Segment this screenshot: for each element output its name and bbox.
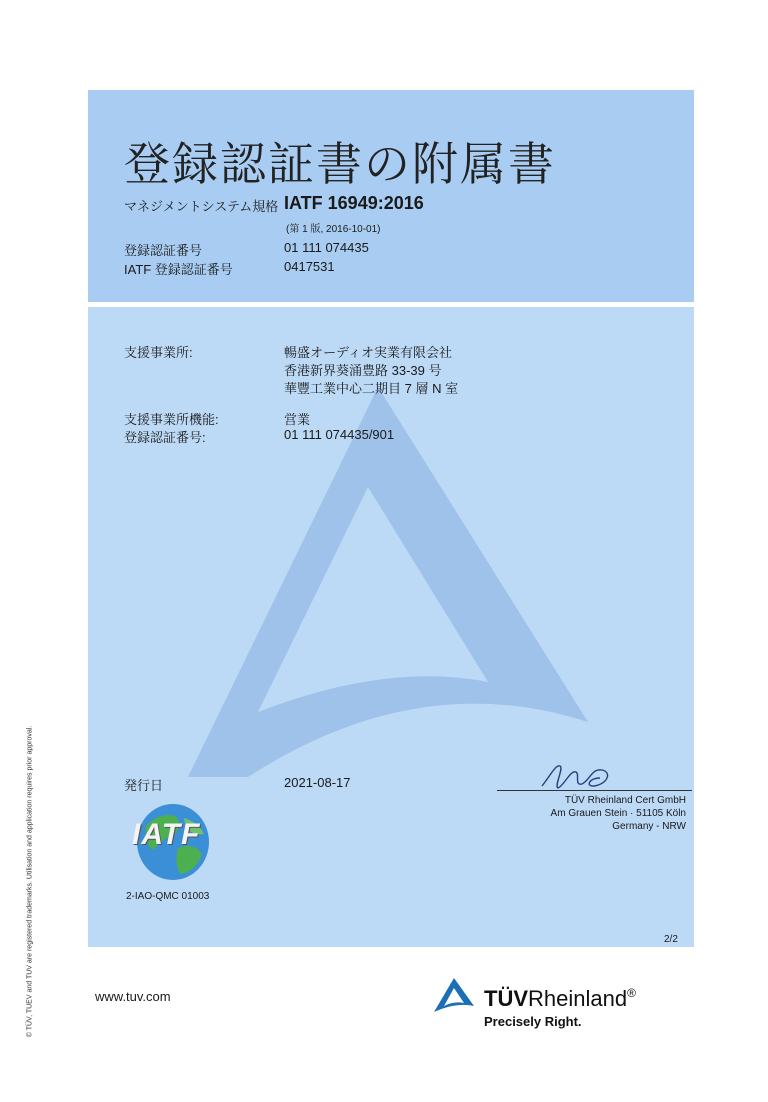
brand-rest: Rheinland [528, 986, 628, 1011]
iatf-number-label: IATF 登録認証番号 [124, 262, 233, 277]
support-site-label: 支援事業所: [124, 345, 193, 360]
cert-number-value: 01 111 074435 [284, 240, 369, 255]
signer-line-2: Am Grauen Stein · 51105 Köln [550, 808, 686, 819]
slogan: Precisely Right. [484, 1014, 582, 1029]
iatf-code: 2-IAO-QMC 01003 [126, 891, 210, 902]
support-function-value: 営業 [284, 412, 311, 427]
standard-label: マネジメントシステム規格 [124, 199, 279, 214]
signature-line [497, 790, 692, 791]
registered-mark: ® [627, 986, 636, 1000]
support-site-line-1: 暢盛オーディオ実業有限会社 [284, 345, 452, 360]
support-site-line-2: 香港新界葵涌豊路 33-39 号 [284, 363, 442, 378]
iatf-number-value: 0417531 [284, 259, 335, 274]
trademark-side-note: © TÜV, TUEV and TUV are registered trademarks. Utilisation and application requires prior approval. [26, 725, 34, 1038]
support-site-line-3: 華豐工業中心二期目 7 層 N 室 [284, 381, 459, 396]
signer-line-3: Germany - NRW [612, 821, 686, 832]
brand-bold: TÜV [484, 986, 528, 1011]
page-number: 2/2 [664, 934, 678, 945]
support-cert-number-value: 01 111 074435/901 [284, 427, 395, 442]
issue-date-label: 発行日 [124, 778, 164, 793]
support-cert-number-label: 登録認証番号: [124, 430, 206, 445]
cert-number-label: 登録認証番号 [124, 243, 203, 258]
standard-edition: (第 1 版, 2016-10-01) [286, 224, 381, 235]
issue-date-value: 2021-08-17 [284, 775, 351, 790]
certificate-title: 登録認証書の附属書 [124, 137, 556, 191]
standard-value: IATF 16949:2016 [284, 193, 424, 213]
iatf-logo-text: IATF [132, 818, 201, 851]
signer-line-1: TÜV Rheinland Cert GmbH [564, 795, 686, 806]
website-link[interactable]: www.tuv.com [95, 989, 171, 1004]
tuv-triangle-icon [432, 976, 476, 1016]
tuv-rheinland-logo-text [484, 986, 636, 1012]
support-function-label: 支援事業所機能: [124, 412, 219, 427]
